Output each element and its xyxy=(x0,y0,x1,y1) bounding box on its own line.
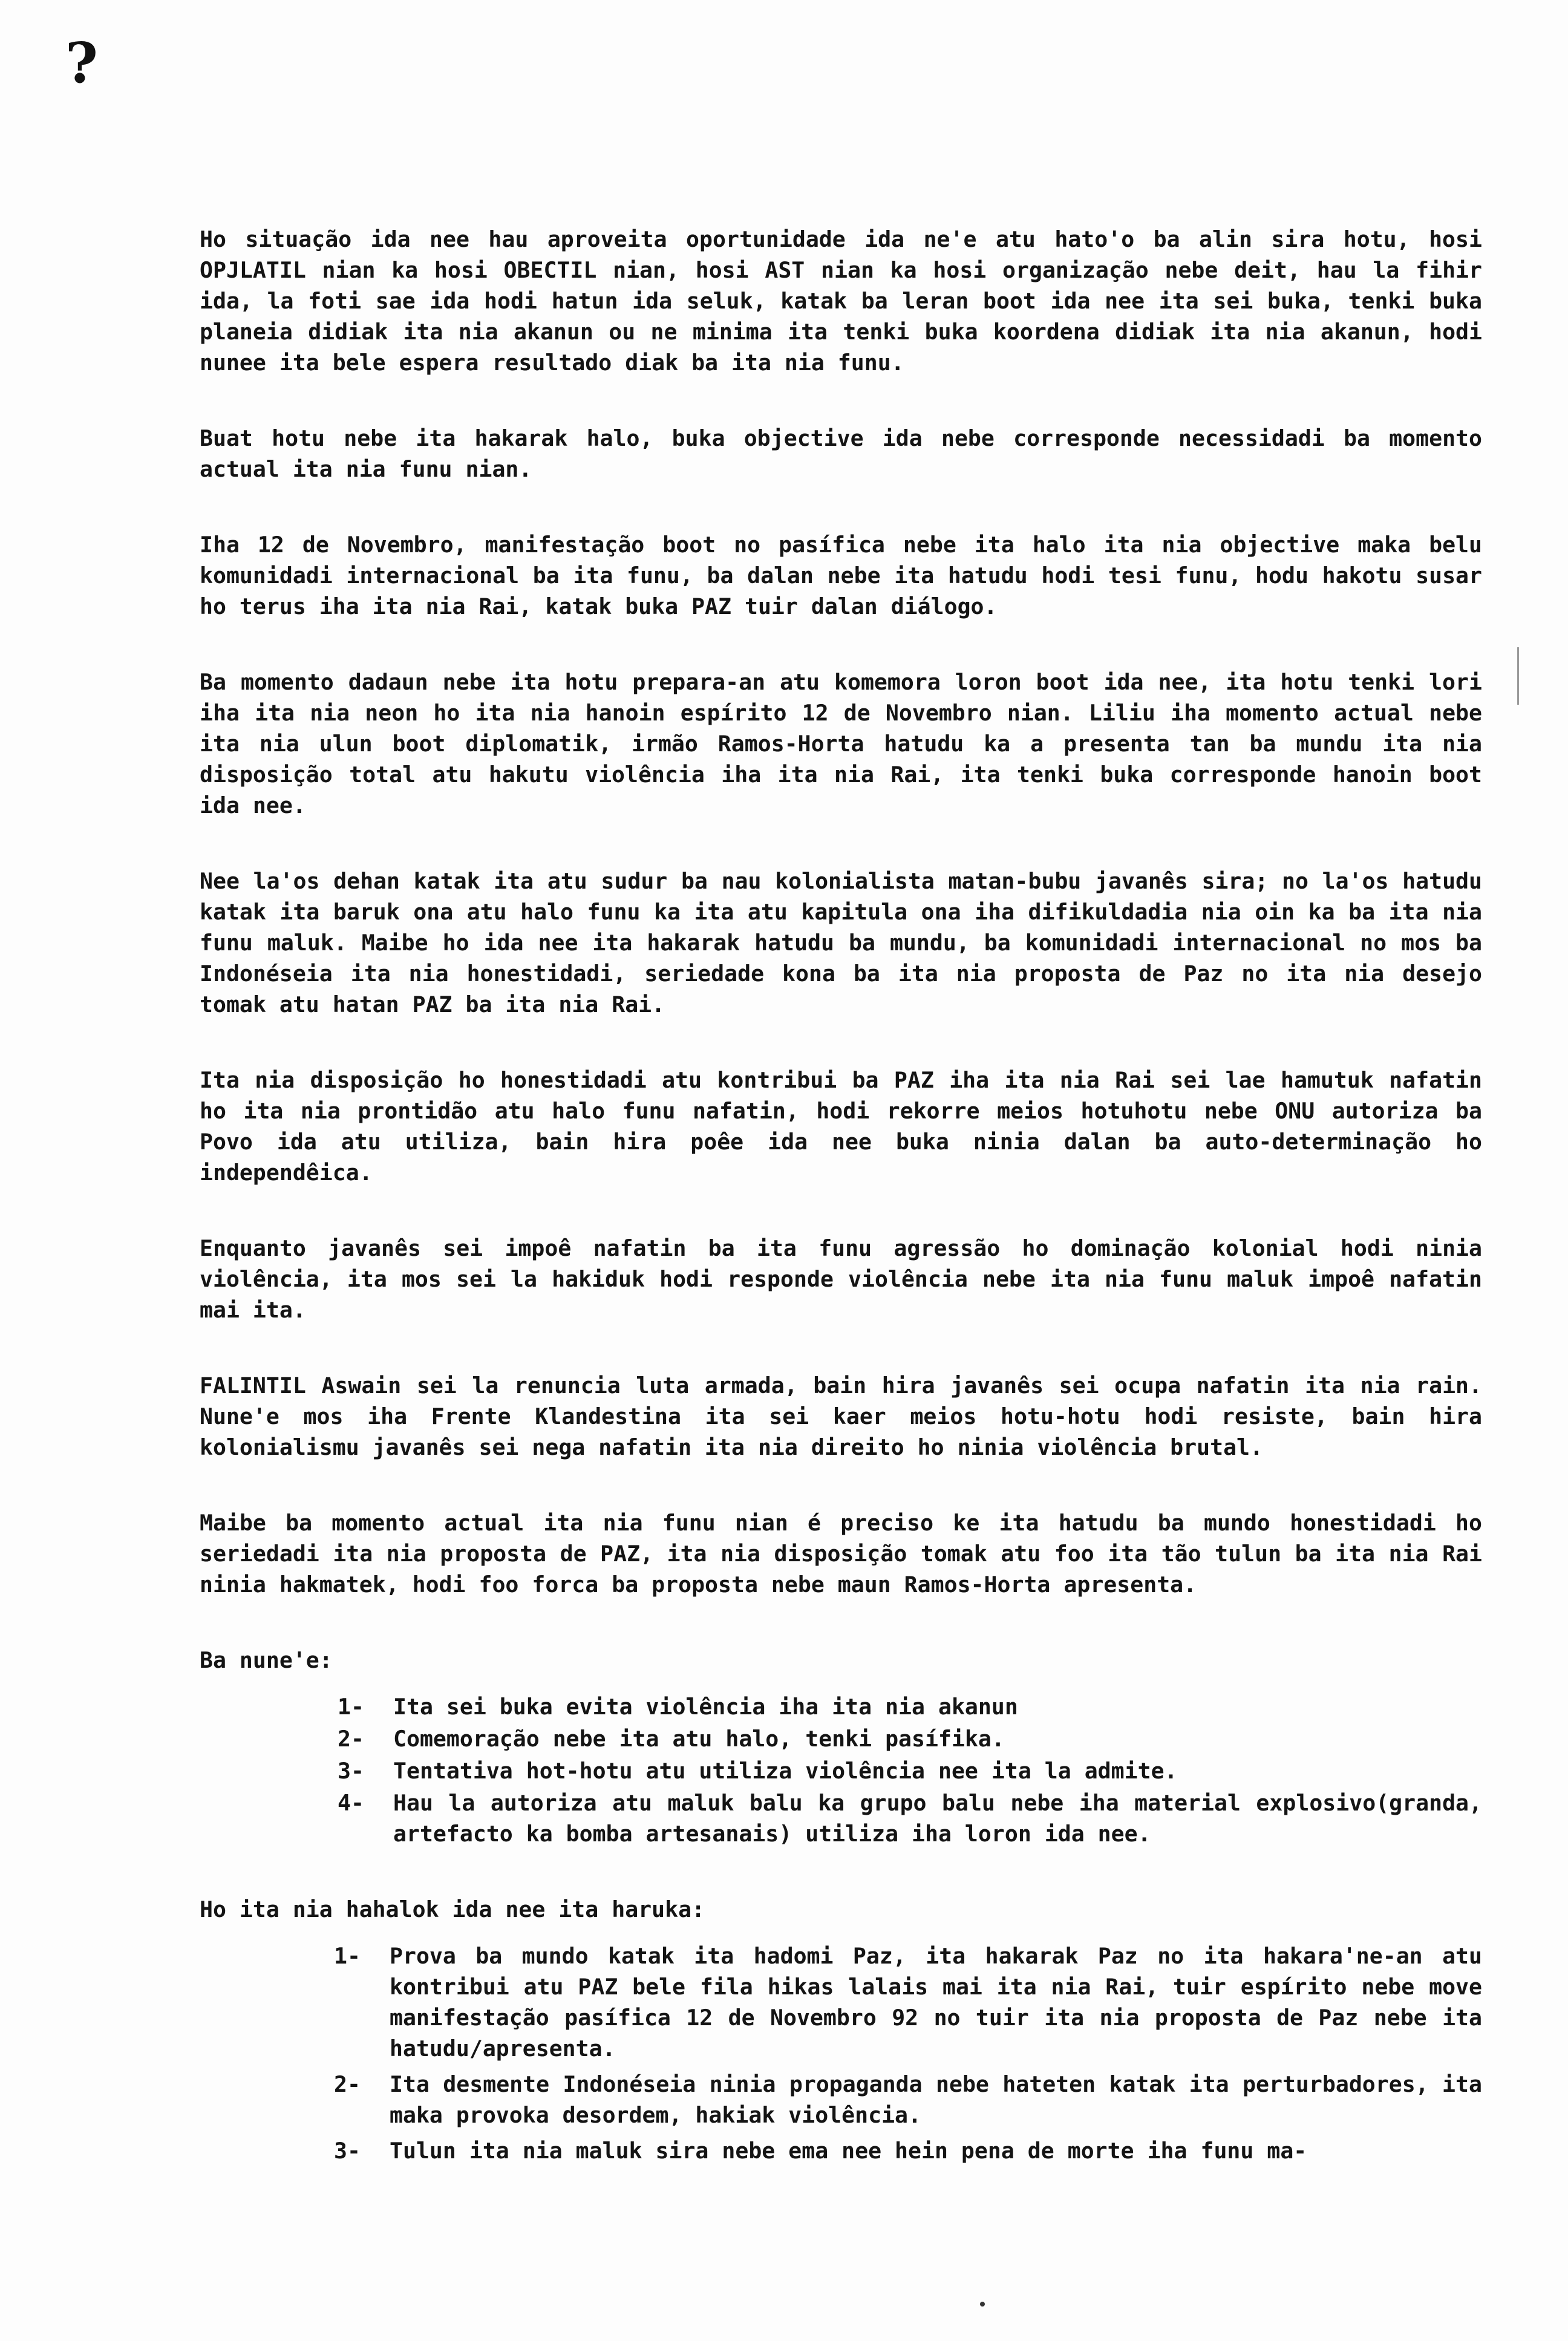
list-item xyxy=(334,2069,1495,2130)
list-text: Hau la autoriza atu maluk balu ka grupo balu nebe iha material explosivo(granda, artefacto ka bomba artesanais) utiliza iha loron ida nee. xyxy=(393,1790,1495,1847)
list-item xyxy=(334,1941,1495,2064)
list-number: 3- xyxy=(338,1758,364,1784)
paragraph-7: Enquanto javanês sei impoê nafatin ba ita funu agressão ho dominação kolonial hodi ninia violência, ita mos sei la hakiduk hodi responde violência nebe ita nia funu maluk impoê nafatin mai ita. xyxy=(200,1235,1495,1323)
list-number: 1- xyxy=(338,1694,364,1720)
list-text: Prova ba mundo katak ita hadomi Paz, ita hakarak Paz no ita hakara'ne-an atu kontribui atu PAZ bele fila hikas lalais mai ita nia Rai, tuir espírito nebe move manifestação pasífica 12 de Novembro 92 no tuir ita nia proposta de Paz nebe ita hatudu/apresenta. xyxy=(390,1943,1495,2062)
list-item xyxy=(338,1691,1482,1722)
list-item xyxy=(338,1788,1495,1849)
list-number: 3- xyxy=(334,2138,361,2164)
list-text: Comemoração nebe ita atu halo, tenki pasífika. xyxy=(393,1726,1005,1752)
paragraph-1: Ho situação ida nee hau aproveita oportunidade ida ne'e atu hato'o ba alin sira hotu, hosi OPJLATIL nian ka hosi OBECTIL nian, hosi AST nian ka hosi organização nebe deit, hau la fihir ida, la foti sae ida hodi hatun ida seluk, katak ba leran boot ida nee ita sei buka, tenki buka planeia didiak ita nia akanun ou ne minima ita tenki buka koordena didiak ita nia akanun, hodi nunee ita bele espera resultado diak ba ita nia funu. xyxy=(200,226,1495,376)
list-text: Ita sei buka evita violência iha ita nia akanun xyxy=(393,1694,1018,1720)
list-text: Ita desmente Indonéseia ninia propaganda nebe hateten katak ita perturbadores, ita maka provoka desordem, hakiak violência. xyxy=(390,2071,1495,2128)
list-number: 2- xyxy=(334,2071,361,2097)
list-number: 2- xyxy=(338,1726,364,1752)
paragraph-4: Ba momento dadaun nebe ita hotu prepara-an atu komemora loron boot ida nee, ita hotu tenki lori iha ita nia neon ho ita nia hanoin espírito 12 de Novembro nian. Liliu iha momento actual nebe ita nia ulun boot diplomatik, irmão Ramos-Horta hatudu ka a presenta tan ba mundu ita nia disposição total atu hakutu violência iha ita nia Rai, ita tenki buka corresponde hanoin boot ida nee. xyxy=(200,669,1495,818)
list-item xyxy=(338,1755,1482,1786)
list-text: Tentativa hot-hotu atu utiliza violência nee ita la admite. xyxy=(393,1758,1178,1784)
numbered-list-2 xyxy=(200,1941,1495,2166)
paragraph-3: Iha 12 de Novembro, manifestação boot no pasífica nebe ita halo ita nia objective maka belu komunidadi internacional ba ita funu, ba dalan nebe ita hatudu hodi tesi funu, hodu hakotu susar ho terus iha ita nia Rai, katak buka PAZ tuir dalan diálogo. xyxy=(200,532,1495,619)
paragraph-8: FALINTIL Aswain sei la renuncia luta armada, bain hira javanês sei ocupa nafatin ita nia rain. Nune'e mos iha Frente Klandestina ita sei kaer meios hotu-hotu hodi resiste, bain hira kolonialismu javanês sei nega nafatin ita nia direito ho ninia violência brutal. xyxy=(200,1373,1495,1460)
paragraph-9: Maibe ba momento actual ita nia funu nian é preciso ke ita hatudu ba mundo honestidadi ho seriedadi ita nia proposta de PAZ, ita nia disposição tomak atu foo ita tão tulun ba ita nia Rai ninia hakmatek, hodi foo forca ba proposta nebe maun Ramos-Horta apresenta. xyxy=(200,1510,1495,1598)
numbered-list-1 xyxy=(200,1691,1495,1849)
list-heading-1: Ba nune'e: xyxy=(200,1647,333,1673)
paragraph-6: Ita nia disposição ho honestidadi atu kontribui ba PAZ iha ita nia Rai sei lae hamutuk nafatin ho ita nia prontidão atu halo funu nafatin, hodi rekorre meios hotuhotu nebe ONU autoriza ba Povo ida atu utiliza, bain hira poêe ida nee buka ninia dalan ba auto-determinação ho independêica. xyxy=(200,1067,1495,1186)
paragraph-5: Nee la'os dehan katak ita atu sudur ba nau kolonialista matan-bubu javanês sira; no la'os hatudu katak ita baruk ona atu halo funu ka ita atu kapitula ona iha difikuldadia nia oin ka ba ita nia funu maluk. Maibe ho ida nee ita hakarak hatudu ba mundu, ba komunidadi internacional no mos ba Indonéseia ita nia honestidadi, seriedade kona ba ita nia proposta de Paz no ita nia desejo tomak atu hatan PAZ ba ita nia Rai. xyxy=(200,868,1495,1017)
list-text: Tulun ita nia maluk sira nebe ema nee hein pena de morte iha funu ma- xyxy=(390,2138,1307,2164)
list-item xyxy=(334,2135,1482,2166)
margin-mark xyxy=(1517,647,1519,705)
list-heading-2: Ho ita nia hahalok ida nee ita haruka: xyxy=(200,1896,705,1922)
document-body xyxy=(200,224,1495,2211)
handwritten-mark: ? xyxy=(65,30,98,96)
list-number: 1- xyxy=(334,1943,361,1969)
paragraph-2: Buat hotu nebe ita hakarak halo, buka objective ida nebe corresponde necessidadi ba momento actual ita nia funu nian. xyxy=(200,425,1495,482)
list-number: 4- xyxy=(338,1790,364,1816)
page-speck xyxy=(980,2302,985,2307)
list-item xyxy=(338,1723,1482,1754)
